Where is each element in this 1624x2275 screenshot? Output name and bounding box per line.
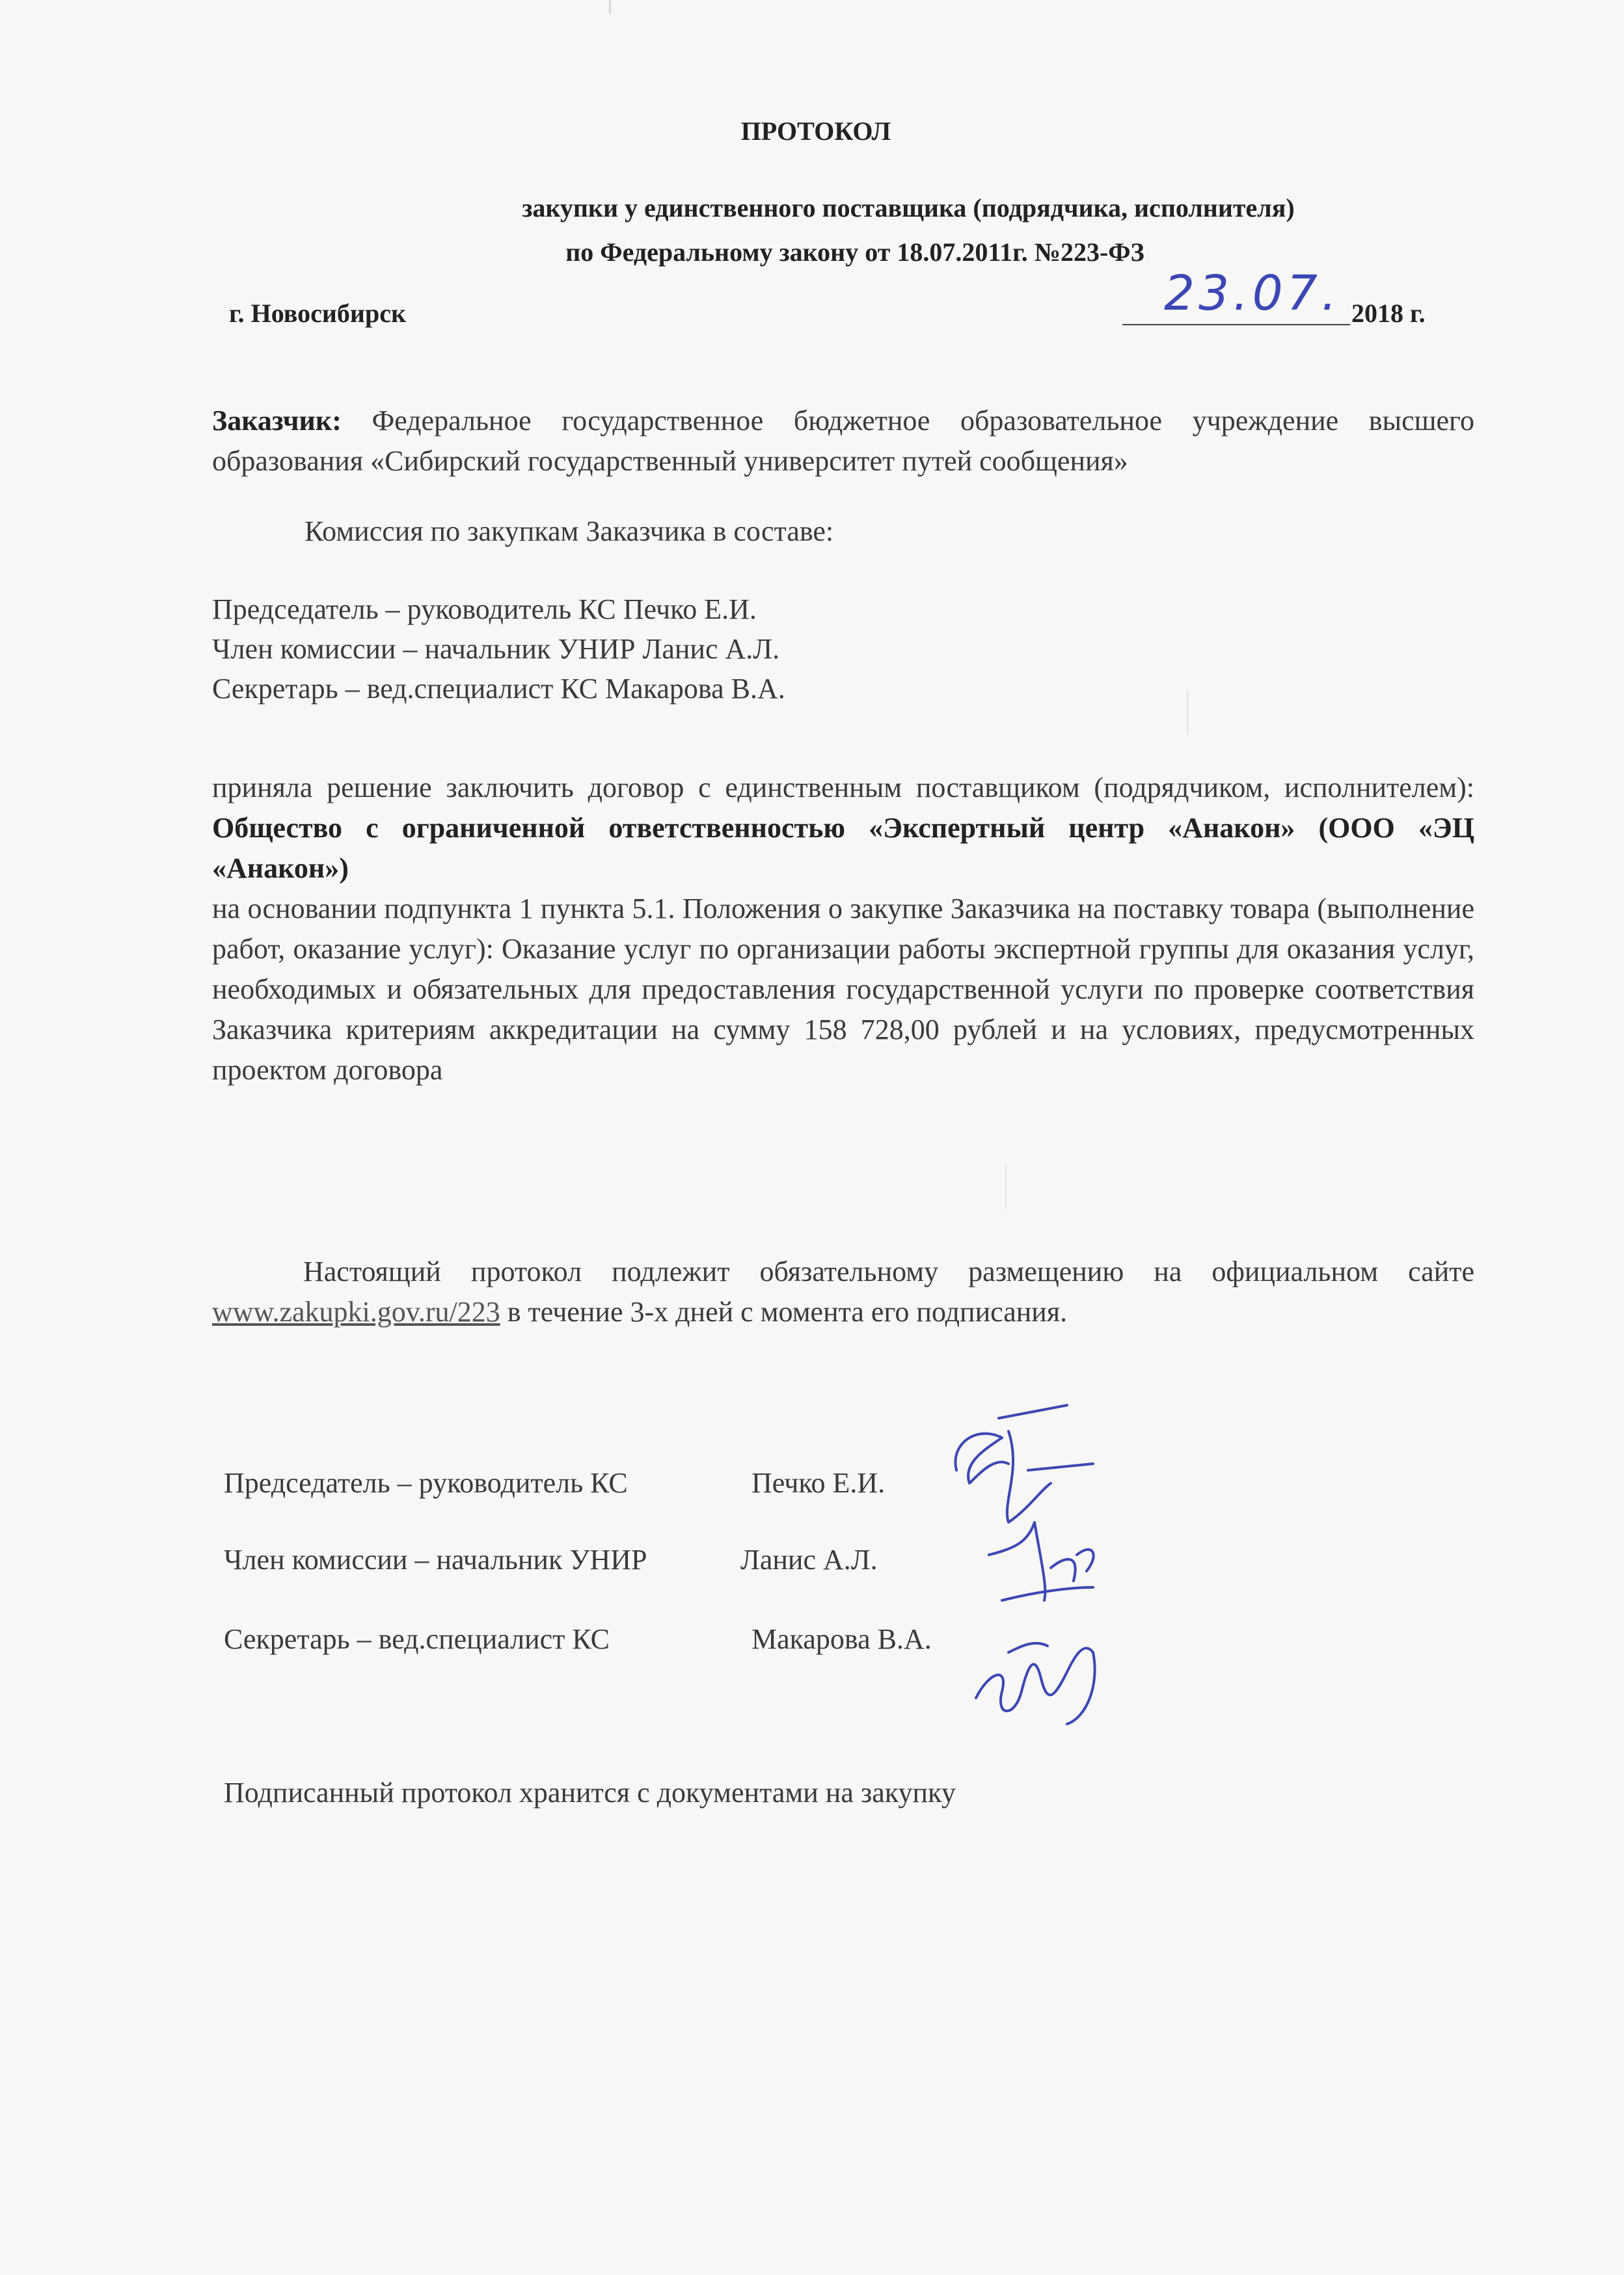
signature-name: Ланис А.Л.: [740, 1544, 878, 1576]
scan-artifact: [609, 0, 611, 14]
signature-role: Секретарь – вед.специалист КС: [224, 1623, 610, 1655]
signature-pechko: [955, 1405, 1093, 1522]
decision-text: приняла решение заключить договор с единственным поставщиком (подрядчиком, исполнителем):: [212, 772, 1474, 803]
signature-role: Член комиссии – начальник УНИР: [224, 1544, 647, 1576]
customer-text: Федеральное государственное бюджетное образовательное учреждение высшего образования «Сибирский государственный университет путей сообщения»: [212, 405, 1474, 477]
signature-name: Печко Е.И.: [751, 1467, 886, 1499]
customer-paragraph: [212, 401, 1474, 481]
scan-artifact: [1187, 690, 1188, 735]
date-field: [1122, 265, 1350, 325]
customer-label: Заказчик:: [212, 405, 342, 437]
supplier-name: Общество с ограниченной ответственностью «Экспертный центр «Анакон» (ООО «ЭЦ «Анакон»): [212, 812, 1474, 884]
zakupki-link[interactable]: www.zakupki.gov.ru/223: [212, 1296, 500, 1328]
member-line: Председатель – руководитель КС Печко Е.И.: [212, 593, 757, 625]
document-subtitle-line2: по Федеральному закону от 18.07.2011г. №223-ФЗ: [565, 237, 1144, 267]
year-label: 2018 г.: [1351, 299, 1426, 328]
handwritten-date: 23.07.: [1164, 265, 1341, 321]
commission-intro: Комиссия по закупкам Заказчика в составе:: [304, 515, 834, 547]
signature-makarova: [976, 1643, 1095, 1724]
member-line: Секретарь – вед.специалист КС Макарова В.А.: [212, 673, 785, 705]
member-line: Член комиссии – начальник УНИР Ланис А.Л.: [212, 633, 780, 665]
stored-note: Подписанный протокол хранится с документами на закупку: [224, 1777, 956, 1809]
notice-text-before: Настоящий протокол подлежит обязательному размещению на официальном сайте: [303, 1256, 1474, 1287]
notice-paragraph: [212, 1252, 1474, 1332]
decision-paragraph: [212, 768, 1474, 889]
signature-lanis: [989, 1522, 1094, 1600]
handwritten-signatures: [937, 1392, 1132, 1730]
basis-paragraph: на основании подпункта 1 пункта 5.1. Положения о закупке Заказчика на поставку товара (выполнение работ, оказание услуг): Оказание услуг по организации работы экспертной группы для оказания услуг, необходимых и обязательных для предоставления государственной услуги по проверке соответствия Заказчика критериям аккредитации на сумму 158 728,00 рублей и на условиях, предусмотренных проектом договора: [212, 893, 1474, 1086]
city-label: г. Новосибирск: [229, 299, 406, 328]
commission-members: [212, 589, 1474, 708]
signature-role: Председатель – руководитель КС: [224, 1467, 628, 1499]
notice-text-after: в течение 3-х дней с момента его подписания.: [500, 1296, 1068, 1328]
document-subtitle-line1: закупки у единственного поставщика (подрядчика, исполнителя): [522, 193, 1295, 222]
document-title: ПРОТОКОЛ: [740, 116, 891, 146]
signature-name: Макарова В.А.: [751, 1623, 932, 1655]
scan-artifact: [1005, 1164, 1007, 1210]
